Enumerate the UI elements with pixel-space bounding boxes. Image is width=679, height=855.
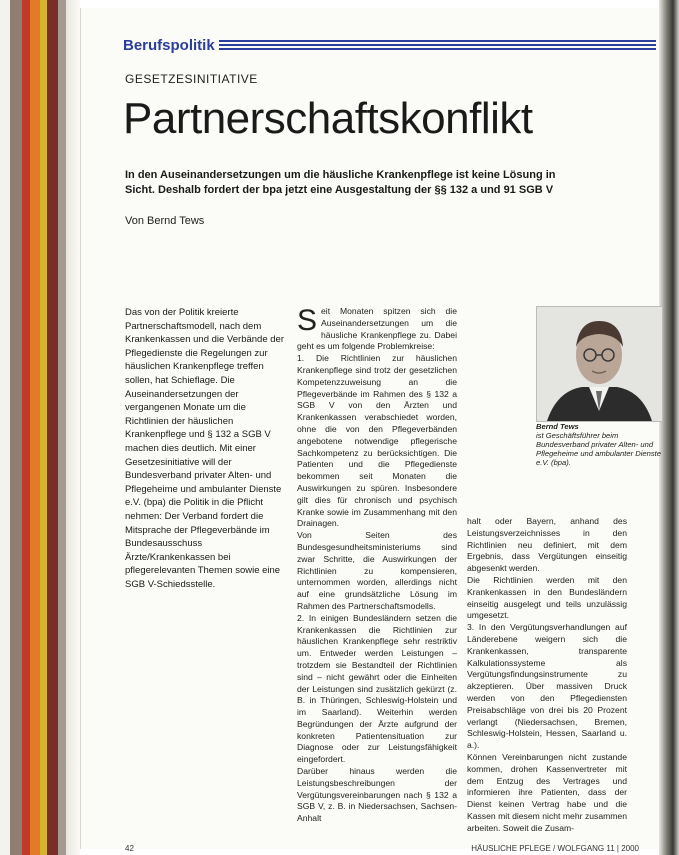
- body-paragraph: 2. In einigen Bundesländern setzen die Krankenkassen die Richtlinien zur häuslichen Krankenpflege sehr restriktiv um. Entweder werden Leistungen – trotzdem sie Bestandteil der Richtlinien sind – nicht gewährt oder die Einheiten der Leistungen sind zusätzlich gekürzt (z. B. in Thüringen, Schleswig-Holstein und im Saarland). Weiterhin werden Begründungen der Ärzte aufgrund der konkreten Patientensituation zur Diagnose oder zur Leistungsfähigkeit eingefordert.: [297, 612, 457, 765]
- article-lead: In den Auseinandersetzungen um die häusliche Krankenpflege ist keine Lösung in Sicht. Deshalb fordert der bpa jetzt eine Ausgestaltung der §§ 132 a und 91 SGB V: [125, 169, 556, 196]
- photo-caption: [536, 422, 666, 467]
- body-paragraph: eit Monaten spitzen sich die Auseinandersetzungen um die häusliche Krankenpflege zu. Dabei geht es um folgende Problemkreise:: [297, 306, 457, 352]
- page-footer: [125, 844, 639, 853]
- kicker: GESETZESINITIATIVE: [125, 72, 258, 86]
- author-photo: [536, 306, 663, 422]
- body-paragraph: 3. In den Vergütungsverhandlungen auf Länderebene weigern sich die Krankenkassen, transparente Kalkulationssysteme als Vergütungsfindungsinstrumente zu akzeptieren. Über massiven Druck werden von den Pflegediensten Preisabschläge von drei bis 20 Prozent verlangt (Niedersachsen, Bremen, Schleswig-Holstein, Hessen, Saarland u. a.).: [467, 622, 627, 751]
- article-title: Partnerschaftskonflikt: [123, 94, 533, 143]
- intro-text: Das von der Politik kreierte Partnerschaftsmodell, nach dem Krankenkassen und die Verbände der Pflegedienste die Regelungen zur häuslichen Krankenpflege treffen sollen, hat Schieflage. Die Auseinandersetzungen der vergangenen Monate um die Richtlinien der häuslichen Krankenpflege und § 132 a SGB V machen dies deutlich. Mit einer Gesetzesinitiative will der Bundesverband privater Alten- und Pflegeheime und ambulanter Dienste e.V. (bpa) die Politik in die Pflicht nehmen: Der Verband fordert die Mitsprache der Pflegeverbände im Bundesausschuss Ärzte/Krankenkassen bei pflegerelevanten Themen sowie eine SGB V-Schiedsstelle.: [125, 307, 284, 590]
- body-paragraph: halt oder Bayern, anhand des Leistungsverzeichnisses in den Richtlinien neu definiert, mit dem Ergebnis, dass Vergütungen einseitig abgesenkt werden.: [467, 516, 627, 574]
- section-label: Berufspolitik: [123, 36, 215, 54]
- body-column-1: [297, 306, 457, 825]
- magazine-page: [80, 8, 661, 853]
- caption-text: ist Geschäftsführer beim Bundesverband privater Alten- und Pflegeheime und ambulanter Dienste e.V. (bpa).: [536, 431, 661, 467]
- body-column-2: [467, 516, 627, 835]
- byline: Von Bernd Tews: [125, 215, 205, 227]
- book-spine: [0, 0, 80, 855]
- body-paragraph: Können Vereinbarungen nicht zustande kommen, drohen Kassenvertreter mit dem Entzug des Vertrages und informieren ihre Patienten, dass der Dienst keinen Vertrag habe und die Kassen mit diesem nicht mehr zusammen arbeiten. Soweit die Zusam-: [467, 751, 627, 833]
- body-paragraph: Von Seiten des Bundesgesundheitsministeriums sind zwar Schritte, die Auswirkungen der Richtlinien zu kompensieren, unternommen worden, allerdings nicht auf eine grundsätzliche Lösung im Rahmen des Partnerschaftsmodells.: [297, 530, 457, 611]
- caption-name: Bernd Tews: [536, 422, 579, 431]
- body-paragraph: Darüber hinaus werden die Leistungsbeschreibungen der Vergütungsvereinbarungen nach § 132 a SGB V, z. B. in Niedersachsen, Sachsen-Anhalt: [297, 766, 457, 824]
- page-number: 42: [125, 844, 134, 853]
- section-rule: [219, 40, 656, 50]
- journal-info: HÄUSLICHE PFLEGE / WOLFGANG 11 | 2000: [471, 844, 639, 853]
- body-paragraph: 1. Die Richtlinien zur häuslichen Krankenpflege sind trotz der gesetzlichen Kompetenzzuweisung an die Pflegeverbände im Rahmen des § 132 a SGB V von den Ärzten und Krankenkassen verabschiedet worden, ohne die von den Pflegeverbänden angebotene notwendige pflegerische Sachkompetenz zu berücksichtigen. Die Patienten und die Pflegedienste bekommen seit Monaten die Auswirkungen zu spüren. Insbesondere gilt dies für chronisch und psychisch Kranke sowie im Zusammenhang mit den Drainagen.: [297, 353, 457, 529]
- section-header: [123, 36, 656, 54]
- body-paragraph: Die Richtlinien werden mit den Krankenkassen in den Bundesländern einseitig ausgelegt und teils unzulässig umgesetzt.: [467, 574, 627, 621]
- drop-cap: S: [297, 304, 318, 337]
